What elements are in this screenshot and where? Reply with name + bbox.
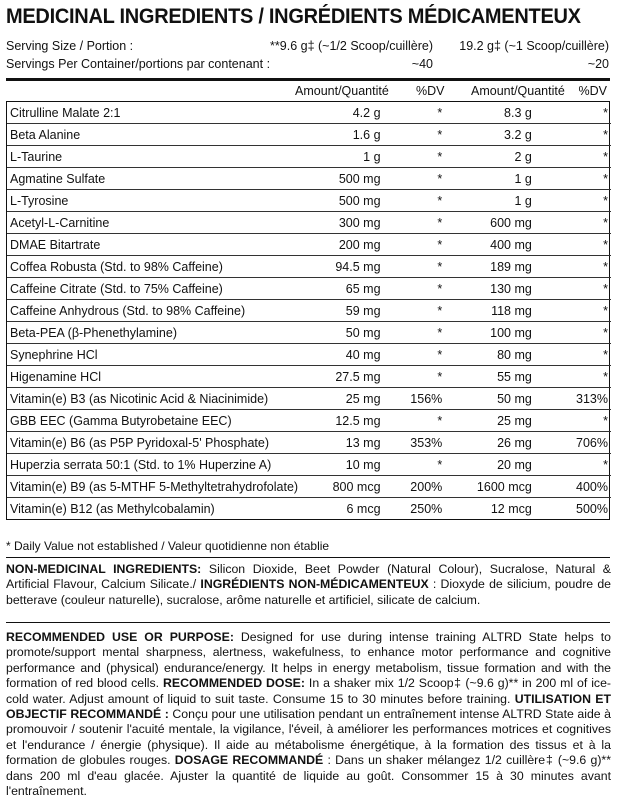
ingredient-name: Higenamine HCl [7, 366, 306, 388]
dv-half-scoop: * [381, 234, 443, 256]
dv-full-scoop: * [532, 124, 611, 146]
dv-half-scoop: 156% [381, 388, 443, 410]
ingredient-row [7, 212, 611, 234]
dv-full-scoop: * [532, 410, 611, 432]
recommended-use-label-fr: UTILISATION ET OBJECTIF RECOMMANDÉ : [6, 691, 611, 722]
amount-full-scoop: 118 mg [442, 300, 532, 322]
ingredient-row [7, 300, 611, 322]
dv-full-scoop: * [532, 454, 611, 476]
amount-full-scoop: 1600 mcg [442, 476, 532, 498]
dv-half-scoop: * [381, 344, 443, 366]
ingredient-name: GBB EEC (Gamma Butyrobetaine EEC) [7, 410, 306, 432]
ingredients-table-wrap [6, 102, 610, 520]
ingredient-row [7, 234, 611, 256]
dv-half-scoop: 200% [381, 476, 443, 498]
ingredient-row [7, 476, 611, 498]
non-medicinal-label-en: NON-MEDICINAL INGREDIENTS: [6, 562, 202, 576]
amount-half-scoop: 4.2 g [306, 102, 381, 124]
dv-full-scoop: 313% [532, 388, 611, 410]
amount-half-scoop: 40 mg [306, 344, 381, 366]
dv-full-scoop: 400% [532, 476, 611, 498]
label-title: MEDICINAL INGREDIENTS / INGRÉDIENTS MÉDICAMENTEUX [6, 4, 581, 28]
dv-half-scoop: * [381, 212, 443, 234]
amount-half-scoop: 300 mg [306, 212, 381, 234]
ingredient-row [7, 168, 611, 190]
non-medicinal-text-en: Silicon Dioxide, Beet Powder (Natural Colour), Sucralose, Natural & Artificial Flavour, Calcium Silicate./ [6, 562, 612, 592]
ingredient-row [7, 278, 611, 300]
ingredient-row [7, 256, 611, 278]
ingredient-name: Vitamin(e) B12 (as Methylcobalamin) [10, 501, 215, 516]
amount-full-scoop: 20 mg [442, 454, 532, 476]
dv-full-scoop: * [532, 190, 611, 212]
recommended-dose-label-fr: DOSAGE RECOMMANDÉ [174, 753, 324, 768]
ingredient-name: Agmatine Sulfate [7, 168, 306, 190]
dv-half-scoop: * [381, 278, 443, 300]
ingredient-name: Huperzia serrata 50:1 (Std. to 1% Huperzine A) [7, 454, 306, 476]
amount-half-scoop: 200 mg [306, 234, 381, 256]
dv-full-scoop: * [532, 344, 611, 366]
ingredient-name: Beta Alanine [7, 124, 306, 146]
dv-half-scoop: 250% [410, 501, 443, 516]
ingredient-row [7, 146, 611, 168]
amount-full-scoop: 400 mg [442, 234, 532, 256]
amount-full-scoop: 25 mg [442, 410, 532, 432]
amount-half-scoop: 800 mcg [306, 476, 381, 498]
dv-full-scoop: * [532, 102, 611, 124]
ingredients-panel [6, 78, 610, 520]
dv-half-scoop: 353% [381, 432, 443, 454]
serving-size-label: Serving Size / Portion : [6, 39, 134, 53]
ingredients-table [7, 102, 611, 519]
amount-full-scoop: 55 mg [442, 366, 532, 388]
ingredient-name: Coffea Robusta (Std. to 98% Caffeine) [7, 256, 306, 278]
recommended-dose-text-en: In a shaker mix 1/2 Scoop‡ (~9.6 g)** in 200 ml of ice-cold water. Adjust amount of liquid to suit taste. Consume 15 to 30 minutes before training. [6, 676, 612, 706]
ingredient-name: Beta-PEA (β-Phenethylamine) [7, 322, 306, 344]
ingredient-row [7, 498, 611, 520]
dv-full-scoop: * [532, 278, 611, 300]
dv-half-scoop: * [381, 102, 443, 124]
amount-full-scoop: 600 mg [442, 212, 532, 234]
ingredient-name: Synephrine HCl [7, 344, 306, 366]
amount-half-scoop: 1 g [306, 146, 381, 168]
dv-full-scoop: * [532, 146, 611, 168]
recommended-use-text-fr: Conçu pour une utilisation pendant un entraînement intense ALTRD State aide à promouvoir / soutenir l'acuité mentale, la vigilance, l'éveil, à améliorer les performances motrices et cognitives et l'endurance / énergie (physique). Il aide au métabolisme énergétique, à la formation des tissus et à la formation de globules rouges. [6, 707, 612, 768]
ingredients-table-body [7, 102, 611, 519]
dv-half-scoop: * [381, 366, 443, 388]
amount-half-scoop: 12.5 mg [306, 410, 381, 432]
non-medicinal-section [6, 562, 611, 608]
amount-full-scoop: 50 mg [442, 388, 532, 410]
header-amount-1: Amount/Quantité [295, 84, 389, 98]
ingredient-row [7, 102, 611, 124]
amount-full-scoop: 80 mg [442, 344, 532, 366]
ingredient-name: DMAE Bitartrate [7, 234, 306, 256]
ingredient-name: Vitamin(e) B3 (as Nicotinic Acid & Niacinimide) [7, 388, 306, 410]
recommended-dose-label-en: RECOMMENDED DOSE: [163, 676, 305, 691]
dv-half-scoop: * [381, 454, 443, 476]
ingredient-row [7, 366, 611, 388]
amount-full-scoop: 1 g [442, 168, 532, 190]
recommended-dose-text-fr: : Dans un shaker mélangez 1/2 cuillère‡ (~9.6 g)** dans 200 ml d'eau glacée. Ajuster la quantité de liquide au goût. Consommer 15 à 30 minutes avant l'entraînement. [6, 753, 612, 799]
ingredient-row [7, 410, 611, 432]
amount-half-scoop: 50 mg [306, 322, 381, 344]
non-medicinal-label-fr: INGRÉDIENTS NON-MÉDICAMENTEUX [200, 577, 429, 592]
header-amount-2: Amount/Quantité [471, 84, 565, 98]
amount-half-scoop: 10 mg [306, 454, 381, 476]
amount-full-scoop: 189 mg [442, 256, 532, 278]
dv-full-scoop: * [532, 234, 611, 256]
dv-half-scoop: * [381, 256, 443, 278]
dv-half-scoop: * [381, 300, 443, 322]
ingredient-row [7, 124, 611, 146]
ingredient-name: Acetyl-L-Carnitine [7, 212, 306, 234]
header-dv-2: %DV [578, 84, 607, 98]
dv-full-scoop: 706% [532, 432, 611, 454]
dv-half-scoop: * [381, 168, 443, 190]
servings-label: Servings Per Container/portions par contenant : [6, 57, 271, 71]
ingredient-name: L-Taurine [7, 146, 306, 168]
amount-half-scoop: 59 mg [306, 300, 381, 322]
table-header [6, 81, 610, 102]
servings-col1: ~40 [411, 57, 433, 71]
servings-col2: ~20 [587, 57, 609, 71]
section-divider-2 [6, 622, 610, 623]
amount-half-scoop: 1.6 g [306, 124, 381, 146]
ingredient-name: Caffeine Anhydrous (Std. to 98% Caffeine) [7, 300, 306, 322]
amount-full-scoop: 2 g [442, 146, 532, 168]
recommended-use-text-en: Designed for use during intense training ALTRD State helps to promote/support mental sharpness, alertness, wakefulness, to enhance motor performance and cognitive performance and (physical) endurance/energy. It helps in energy metabolism, tissue formation and with the formation of red blood cells. [6, 630, 611, 691]
dv-full-scoop: * [532, 168, 611, 190]
dv-half-scoop: * [381, 146, 443, 168]
dv-half-scoop: * [381, 410, 443, 432]
dv-full-scoop: * [532, 366, 611, 388]
amount-full-scoop: 130 mg [442, 278, 532, 300]
dv-half-scoop: * [381, 190, 443, 212]
ingredient-row [7, 344, 611, 366]
amount-full-scoop: 8.3 g [442, 102, 532, 124]
amount-half-scoop: 65 mg [306, 278, 381, 300]
header-dv-1: %DV [416, 84, 445, 98]
ingredient-name: L-Tyrosine [7, 190, 306, 212]
non-medicinal-text-fr: : Dioxyde de silicium, poudre de betterave (couleur naturelle), sucralose, arôme naturelle et artificiel, silicate de calcium. [6, 577, 611, 607]
dv-half-scoop: * [381, 124, 443, 146]
amount-half-scoop: 13 mg [306, 432, 381, 454]
serving-size-row [6, 38, 609, 55]
amount-full-scoop: 1 g [442, 190, 532, 212]
dv-full-scoop: * [532, 300, 611, 322]
amount-half-scoop: 500 mg [306, 168, 381, 190]
amount-half-scoop: 27.5 mg [306, 366, 381, 388]
ingredient-name: Vitamin(e) B9 (as 5-MTHF 5-Methyltetrahydrofolate) [7, 476, 306, 498]
amount-full-scoop: 100 mg [442, 322, 532, 344]
section-divider-1 [6, 557, 610, 558]
amount-full-scoop: 3.2 g [442, 124, 532, 146]
amount-half-scoop: 500 mg [306, 190, 381, 212]
dv-full-scoop: * [532, 322, 611, 344]
amount-half-scoop: 25 mg [306, 388, 381, 410]
ingredient-row [7, 322, 611, 344]
dv-half-scoop: * [381, 322, 443, 344]
ingredient-row [7, 454, 611, 476]
recommended-use-label-en: RECOMMENDED USE OR PURPOSE: [6, 630, 234, 644]
ingredient-row [7, 388, 611, 410]
ingredient-name: Vitamin(e) B6 (as P5P Pyridoxal-5' Phosphate) [7, 432, 306, 454]
amount-full-scoop: 26 mg [442, 432, 532, 454]
servings-per-container-row [6, 56, 609, 73]
amount-half-scoop: 6 mcg [346, 501, 381, 516]
serving-size-col2: 19.2 g‡ (~1 Scoop/cuillère) [459, 39, 609, 53]
ingredient-row [7, 432, 611, 454]
recommended-use-section [6, 630, 611, 799]
ingredient-name: Citrulline Malate 2:1 [7, 102, 306, 124]
ingredient-row [7, 190, 611, 212]
ingredient-name: Caffeine Citrate (Std. to 75% Caffeine) [7, 278, 306, 300]
amount-half-scoop: 94.5 mg [306, 256, 381, 278]
dv-full-scoop: * [532, 256, 611, 278]
daily-value-footnote: * Daily Value not established / Valeur quotidienne non établie [6, 539, 330, 553]
dv-full-scoop: 500% [576, 501, 608, 516]
serving-size-col1: **9.6 g‡ (~1/2 Scoop/cuillère) [270, 39, 433, 53]
amount-full-scoop: 12 mcg [490, 501, 532, 516]
dv-full-scoop: * [532, 212, 611, 234]
